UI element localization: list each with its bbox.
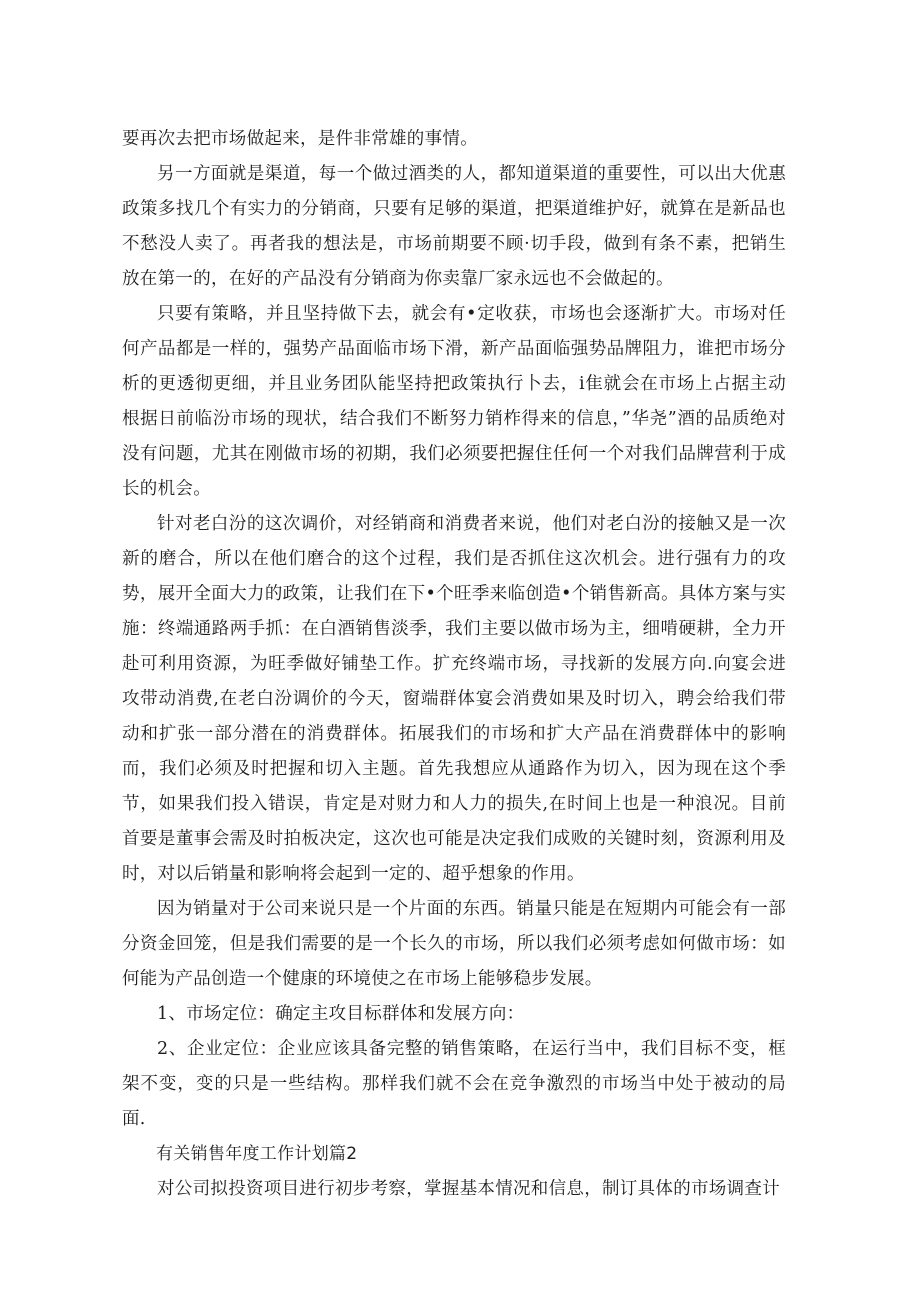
paragraph-price-adjustment: 针对老白汾的这次调价，对经销商和消费者来说，他们对老白汾的接触又是一次新的磨合，所以在他们磨合的这个过程，我们是否抓住这次机会。进行强有力的攻势，展开全面大力的政策，让我们在下•个旺季来临创造•个销售新高。具体方案与实施：终端通路两手抓：在白酒销售淡季，我们主要以做市场为主，细啃硬耕，全力开赴可利用资源，为旺季做好铺垫工作。扩充终端市场，寻找新的发展方向.向宴会进攻带动消费,在老白汾调价的今天，窗端群体宴会消费如果及时切入，聘会给我们带动和扩张一部分潜在的消费群体。拓展我们的市场和扩大产品在消费群体中的影响而，我们必须及时把握和切入主题。首先我想应从通路作为切入，因为现在这个季节，如果我们投入错误，肯定是对财力和人力的损失,在时间上也是一种浪况。目前首要是董事会需及时拍板决定，这次也可能是决定我们成败的关键时刻，资源利用及时，对以后销量和影响将会起到一定的、超乎想象的作用。 bbox=[122, 514, 786, 884]
section-heading: 有关销售年度工作计划篇2 bbox=[156, 1144, 358, 1164]
paragraph-investment: 对公司拟投资项目进行初步考察，掌握基本情况和信息，制订具体的市场调查计 bbox=[157, 1179, 780, 1199]
list-item-enterprise-positioning: 2、企业定位：企业应该具备完整的销售策略，在运行当中，我们目标不变，框架不变，变的只是一些结构。那样我们就不会在竞争激烈的市场当中处于被动的局面. bbox=[122, 1039, 786, 1129]
document-body bbox=[122, 122, 786, 1207]
paragraph-continuation: 要再次去把市场做起来，是件非常雄的事情。 bbox=[122, 129, 478, 149]
paragraph-sales-volume: 因为销量对于公司来说只是一个片面的东西。销量只能是在短期内可能会有一部分资金回笼，但是我们需要的是一个长久的市场，所以我们必须考虑如何做市场：如何能为产品创造一个健康的环境使之在市场上能够稳步发展。 bbox=[122, 899, 786, 989]
paragraph-strategy: 只要有策略，并且坚持做下去，就会有•定收获，市场也会逐渐扩大。市场对任何产品都是一样的，强势产品面临市场下滑，新产品面临强势品牌阻力，谁把市场分析的更透彻更细，并且业务团队能坚持把政策执行卜去，i隹就会在市场上占据主动根据日前临汾市场的现状，结合我们不断努力销柞得来的信息，”华尧”酒的品质绝对没有问题，尤其在刚做市场的初期，我们必须要把握住任何一个对我们品牌营利于成长的机会。 bbox=[122, 304, 786, 499]
paragraph-channels: 另一方面就是渠道，每一个做过酒类的人，都知道渠道的重要性，可以出大优惠政策多找几个有实力的分销商，只要有足够的渠道，把渠道维护好，就算在是新品也不愁没人卖了。再者我的想法是，市场前期要不顾·切手段，做到有条不素，把销生放在第一的，在好的产品没有分销商为你卖靠厂家永远也不会做起的。 bbox=[122, 164, 786, 289]
list-item-market-positioning: 1、市场定位：确定主攻目标群体和发展方向： bbox=[157, 1004, 525, 1024]
